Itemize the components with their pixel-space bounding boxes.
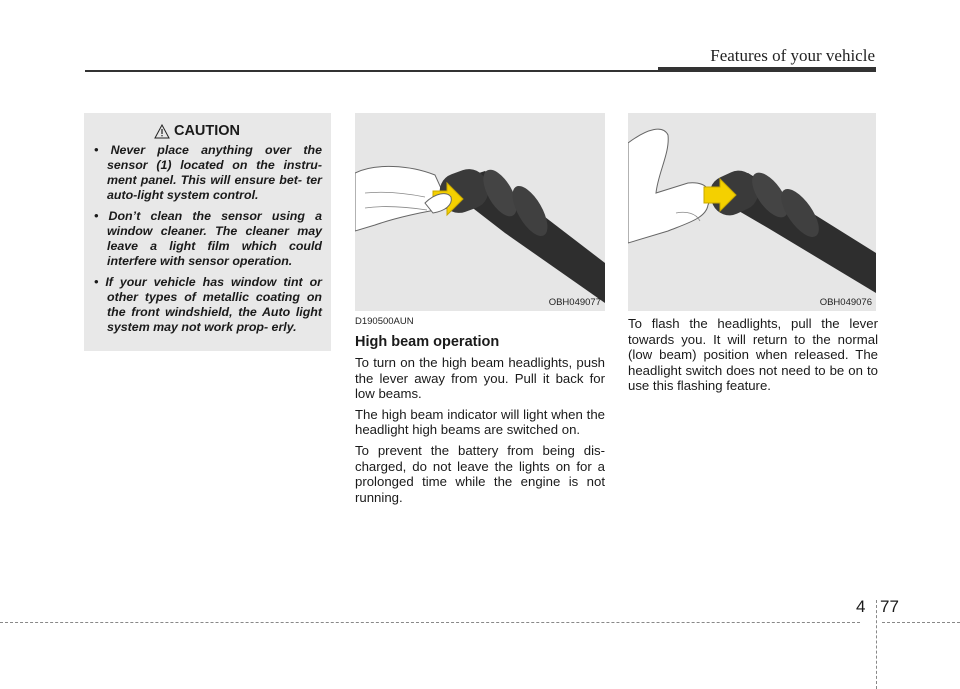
warning-triangle-icon — [154, 124, 170, 139]
caution-list — [94, 143, 322, 335]
footer-rule — [0, 622, 860, 623]
paragraph: To flash the headlights, pull the lever towards you. It will return to the normal (low beam) position when released. The headlight switch does not need to be on to use this flashing feature. — [628, 316, 878, 394]
footer-rule-right — [882, 622, 960, 623]
caution-item: • Don’t clean the sensor using a window cleaner. The cleaner may leave a light film which could interfere with sensor operation. — [94, 209, 322, 268]
caution-item: • If your vehicle has window tint or other types of metallic coating on the front windshield, the Auto light system may not work prop- erly. — [94, 275, 322, 334]
section-heading: High beam operation — [355, 334, 500, 350]
caution-box — [84, 113, 331, 351]
caution-header — [72, 123, 322, 139]
page-header-title: Features of your vehicle — [710, 46, 875, 65]
high-beam-section — [355, 316, 605, 510]
footer-divider — [876, 600, 877, 689]
figure-code: OBH049077 — [548, 297, 601, 308]
caution-item: • Never place anything over the sensor (1) located on the instru- ment panel. This will ensure bet- ter auto-light system control. — [94, 143, 322, 202]
flash-section — [628, 316, 878, 399]
section-code: D190500AUN — [355, 316, 414, 327]
paragraph: To prevent the battery from being dis- charged, do not leave the lights on for a prolonged time while the engine is not running. — [355, 442, 605, 505]
figure-high-beam-push — [355, 113, 605, 311]
page-number: 77 — [880, 597, 899, 616]
figure-code: OBH049076 — [819, 297, 872, 308]
section-number: 4 — [856, 597, 866, 616]
caution-title: CAUTION — [173, 123, 241, 139]
paragraph: The high beam indicator will light when the headlight high beams are switched on. — [355, 406, 605, 438]
lever-push-illustration — [355, 113, 605, 311]
figure-flash-pull — [628, 113, 876, 311]
paragraph: To turn on the high beam headlights, push the lever away from you. Pull it back for low beams. — [355, 355, 605, 402]
header-rule-accent — [658, 67, 876, 72]
lever-pull-illustration — [628, 113, 876, 311]
